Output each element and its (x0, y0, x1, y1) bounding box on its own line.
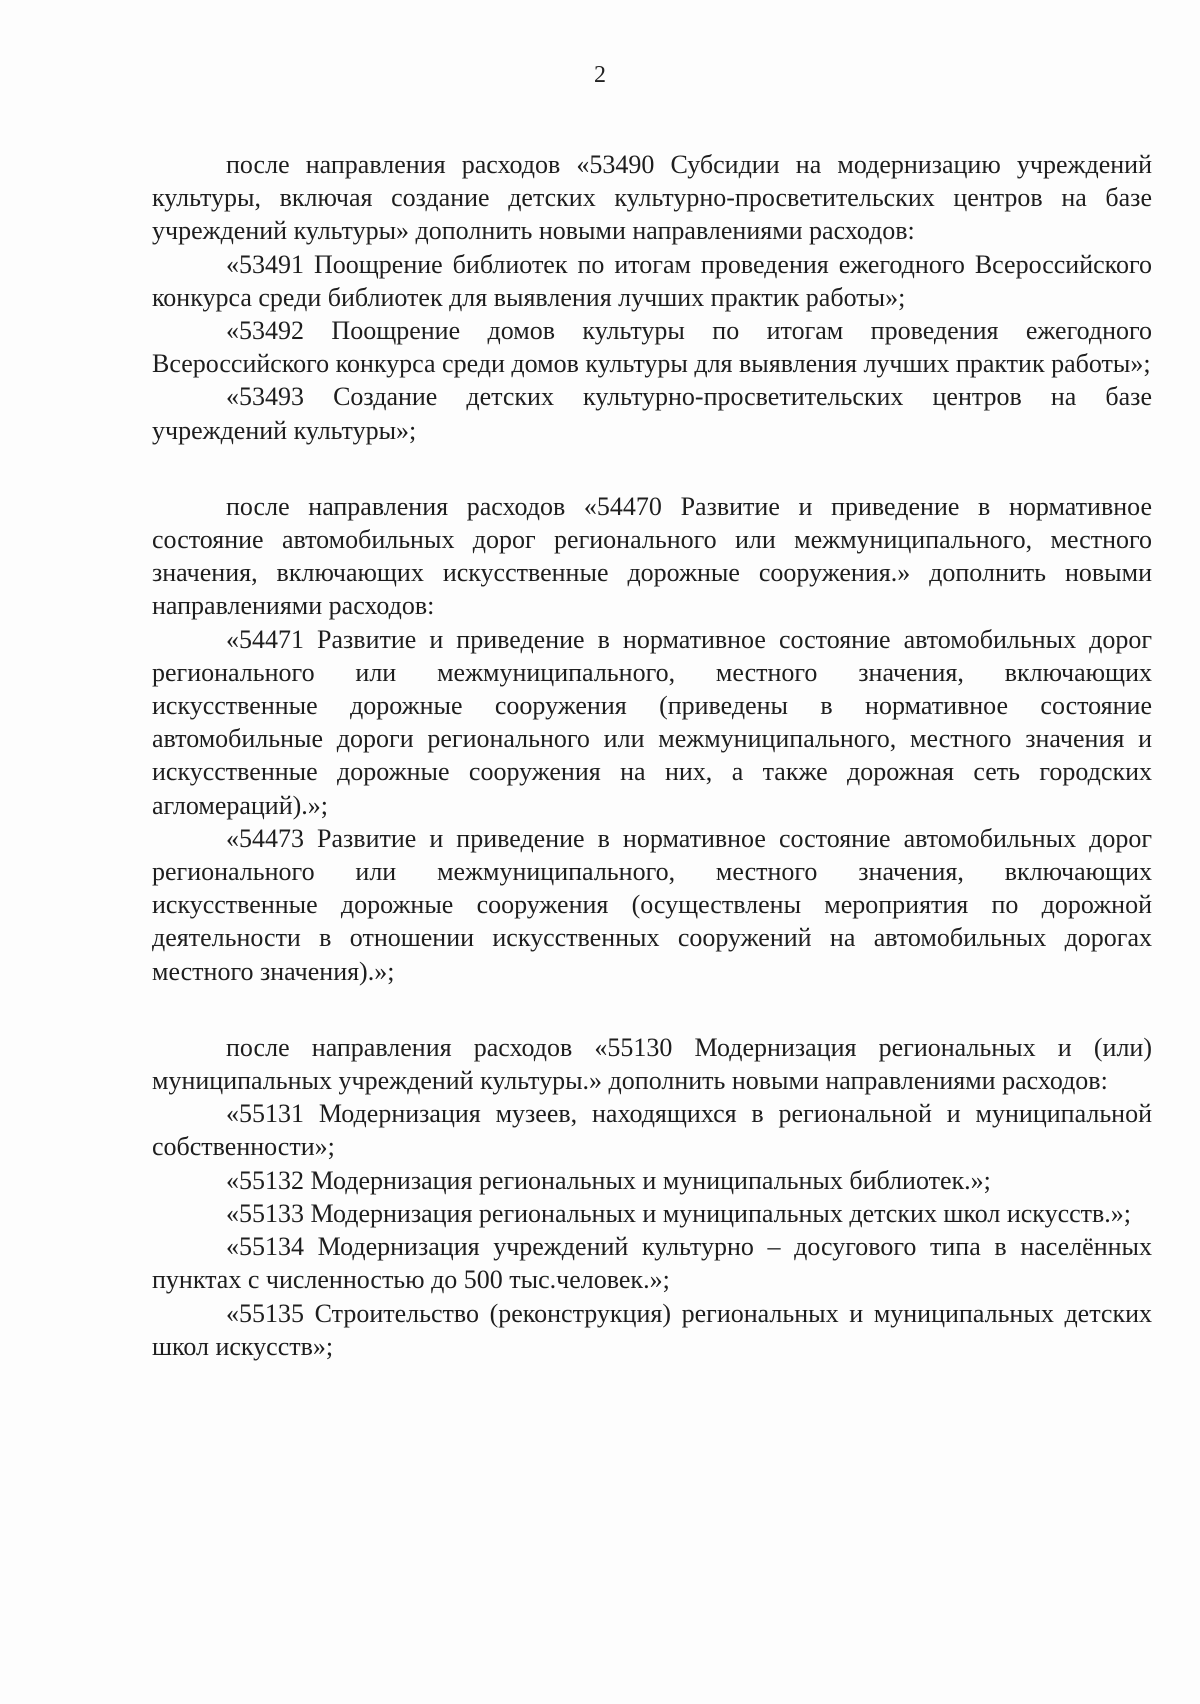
paragraph-intro-55130: после направления расходов «55130 Модернизация региональных и (или) муниципальных учреждений культуры.» дополнить новыми направлениями расходов: (152, 1032, 1152, 1096)
section-spacer (152, 447, 1152, 490)
section-spacer (152, 988, 1152, 1031)
section-53490 (152, 148, 1152, 447)
section-54470 (152, 490, 1152, 988)
paragraph-55131: «55131 Модернизация музеев, находящихся в региональной и муниципальной собственности»; (152, 1099, 1152, 1162)
paragraph-intro-54470: после направления расходов «54470 Развитие и приведение в нормативное состояние автомобильных дорог регионального или межмуниципального, местного значения, включающих искусственные дорожные сооружения.» дополнить новыми направлениями расходов: (152, 491, 1152, 621)
page-number: 2 (594, 62, 606, 88)
paragraph-intro-53490: после направления расходов «53490 Субсидии на модернизацию учреждений культуры, включая создание детских культурно-просветительских центров на базе учреждений культуры» дополнить новыми направлениями расходов: (152, 150, 1152, 246)
paragraph-53493: «53493 Создание детских культурно-просветительских центров на базе учреждений культуры»; (152, 382, 1152, 445)
paragraph-54473: «54473 Развитие и приведение в нормативное состояние автомобильных дорог регионального или межмуниципального, местного значения, включающих искусственные дорожные сооружения (осуществлены мероприятия по дорожной деятельности в отношении искусственных сооружений на автомобильных дорогах местного значения).»; (152, 823, 1152, 986)
paragraph-53492: «53492 Поощрение домов культуры по итогам проведения ежегодного Всероссийского конкурса среди домов культуры для выявления лучших практик работы»; (152, 316, 1152, 379)
paragraph-55133: «55133 Модернизация региональных и муниципальных детских школ искусств.»; (226, 1198, 1132, 1228)
paragraph-54471: «54471 Развитие и приведение в нормативное состояние автомобильных дорог регионального или межмуниципального, местного значения, включающих искусственные дорожные сооружения (приведены в нормативное состояние автомобильные дороги регионального или межмуниципального, местного значения и искусственные дорожные сооружения на них, а также дорожная сеть городских агломераций).»; (152, 624, 1152, 820)
paragraph-55132: «55132 Модернизация региональных и муниципальных библиотек.»; (226, 1165, 991, 1195)
paragraph-55135: «55135 Строительство (реконструкция) региональных и муниципальных детских школ искусств»; (152, 1298, 1152, 1361)
paragraph-53491: «53491 Поощрение библиотек по итогам проведения ежегодного Всероссийского конкурса среди библиотек для выявления лучших практик работы»; (152, 249, 1152, 312)
section-55130 (152, 1031, 1152, 1363)
document-body (152, 148, 1152, 1363)
paragraph-55134: «55134 Модернизация учреждений культурно – досугового типа в населённых пунктах с численностью до 500 тыс.человек.»; (152, 1232, 1152, 1295)
